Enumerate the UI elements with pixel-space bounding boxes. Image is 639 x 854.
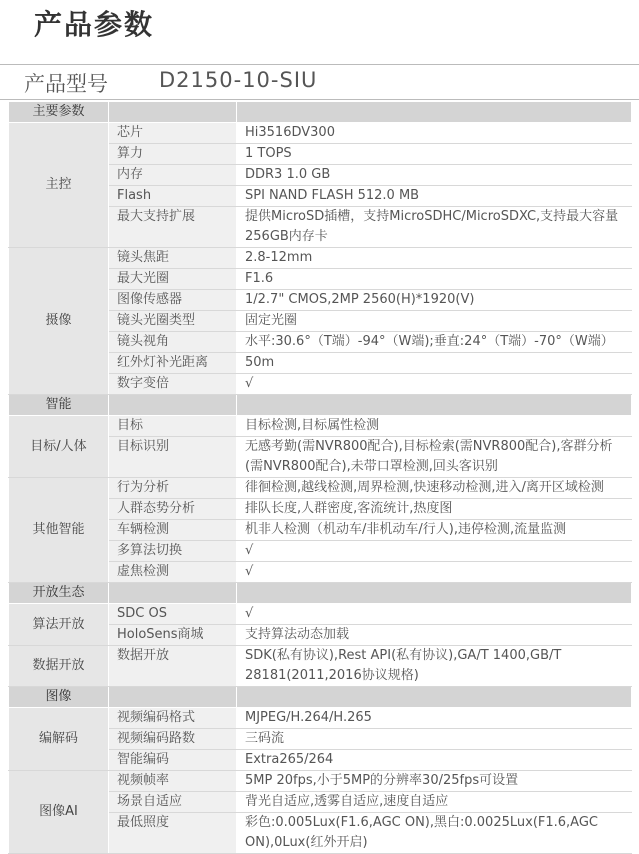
page-title: 产品参数 xyxy=(34,8,155,41)
divider-model xyxy=(0,99,639,100)
param-value: 目标检测,目标属性检测 xyxy=(237,416,632,437)
param-name: 最低照度 xyxy=(109,813,237,854)
section-spacer xyxy=(237,102,632,123)
param-value: √ xyxy=(237,562,632,583)
section-spacer xyxy=(237,687,632,708)
param-name: 视频编码格式 xyxy=(109,708,237,729)
param-name: 镜头焦距 xyxy=(109,248,237,269)
category-label: 编解码 xyxy=(9,708,109,771)
param-value: MJPEG/H.264/H.265 xyxy=(237,708,632,729)
spec-row xyxy=(9,478,632,499)
param-value: SPI NAND FLASH 512.0 MB xyxy=(237,186,632,207)
param-value: 5MP 20fps,小于5MP的分辨率30/25fps可设置 xyxy=(237,771,632,792)
param-name: 图像传感器 xyxy=(109,290,237,311)
param-name: 镜头光圈类型 xyxy=(109,311,237,332)
param-value: F1.6 xyxy=(237,269,632,290)
category-label: 图像AI xyxy=(9,771,109,854)
divider-top xyxy=(0,64,639,65)
param-value: 1/2.7" CMOS,2MP 2560(H)*1920(V) xyxy=(237,290,632,311)
section-spacer xyxy=(109,583,237,604)
param-value: 2.8-12mm xyxy=(237,248,632,269)
param-value: 水平:30.6°（T端）-94°（W端);垂直:24°（T端）-70°（W端） xyxy=(237,332,632,353)
section-title: 开放生态 xyxy=(9,583,109,604)
section-title: 图像 xyxy=(9,687,109,708)
param-name: 场景自适应 xyxy=(109,792,237,813)
param-name: 目标 xyxy=(109,416,237,437)
param-name: 车辆检测 xyxy=(109,520,237,541)
section-spacer xyxy=(237,395,632,416)
param-name: 镜头视角 xyxy=(109,332,237,353)
section-header-row xyxy=(9,687,632,708)
param-name: 最大光圈 xyxy=(109,269,237,290)
spec-row xyxy=(9,771,632,792)
section-header-row xyxy=(9,583,632,604)
category-label: 摄像 xyxy=(9,248,109,395)
section-spacer xyxy=(109,395,237,416)
param-name: Flash xyxy=(109,186,237,207)
section-header-row xyxy=(9,102,632,123)
param-value: 固定光圈 xyxy=(237,311,632,332)
section-header-row xyxy=(9,395,632,416)
spec-table-body xyxy=(9,102,632,854)
param-value: 1 TOPS xyxy=(237,144,632,165)
model-label: 产品型号 xyxy=(24,72,108,96)
param-value: √ xyxy=(237,541,632,562)
section-spacer xyxy=(237,583,632,604)
spec-row xyxy=(9,708,632,729)
param-name: 芯片 xyxy=(109,123,237,144)
param-value: 彩色:0.005Lux(F1.6,AGC ON),黑白:0.0025Lux(F1.6,AGC ON),0Lux(红外开启) xyxy=(237,813,632,854)
param-name: 最大支持扩展 xyxy=(109,207,237,248)
param-name: 数字变倍 xyxy=(109,374,237,395)
param-name: 智能编码 xyxy=(109,750,237,771)
section-spacer xyxy=(109,102,237,123)
spec-row xyxy=(9,248,632,269)
section-title: 主要参数 xyxy=(9,102,109,123)
param-name: 多算法切换 xyxy=(109,541,237,562)
param-name: 算力 xyxy=(109,144,237,165)
param-name: 红外灯补光距离 xyxy=(109,353,237,374)
model-value: D2150-10-SIU xyxy=(159,68,318,92)
param-value: Extra265/264 xyxy=(237,750,632,771)
param-value: Hi3516DV300 xyxy=(237,123,632,144)
param-value: 背光自适应,透雾自适应,速度自适应 xyxy=(237,792,632,813)
param-name: 行为分析 xyxy=(109,478,237,499)
model-row xyxy=(0,66,639,99)
param-name: 视频编码路数 xyxy=(109,729,237,750)
param-value: 提供MicroSD插槽，支持MicroSDHC/MicroSDXC,支持最大容量256GB内存卡 xyxy=(237,207,632,248)
spec-row xyxy=(9,123,632,144)
param-value: 徘徊检测,越线检测,周界检测,快速移动检测,进入/离开区域检测 xyxy=(237,478,632,499)
param-name: 视频帧率 xyxy=(109,771,237,792)
category-label: 其他智能 xyxy=(9,478,109,583)
param-value: √ xyxy=(237,604,632,625)
section-spacer xyxy=(109,687,237,708)
param-name: 内存 xyxy=(109,165,237,186)
param-name: 数据开放 xyxy=(109,646,237,687)
param-value: SDK(私有协议),Rest API(私有协议),GA/T 1400,GB/T 28181(2011,2016协议规格) xyxy=(237,646,632,687)
param-name: 人群态势分析 xyxy=(109,499,237,520)
param-name: 虚焦检测 xyxy=(109,562,237,583)
param-value: 机非人检测（机动车/非机动车/行人),违停检测,流量监测 xyxy=(237,520,632,541)
param-name: HoloSens商城 xyxy=(109,625,237,646)
category-label: 目标/人体 xyxy=(9,416,109,478)
param-value: 三码流 xyxy=(237,729,632,750)
param-value: DDR3 1.0 GB xyxy=(237,165,632,186)
param-name: 目标识别 xyxy=(109,437,237,478)
param-value: 排队长度,人群密度,客流统计,热度图 xyxy=(237,499,632,520)
spec-row xyxy=(9,646,632,687)
spec-table xyxy=(8,101,632,854)
section-title: 智能 xyxy=(9,395,109,416)
category-label: 算法开放 xyxy=(9,604,109,646)
param-value: 支持算法动态加载 xyxy=(237,625,632,646)
spec-row xyxy=(9,604,632,625)
param-value: 无感考勤(需NVR800配合),目标检索(需NVR800配合),客群分析(需NVR800配合),未带口罩检测,回头客识别 xyxy=(237,437,632,478)
category-label: 数据开放 xyxy=(9,646,109,687)
param-value: 50m xyxy=(237,353,632,374)
category-label: 主控 xyxy=(9,123,109,248)
spec-row xyxy=(9,416,632,437)
param-value: √ xyxy=(237,374,632,395)
param-name: SDC OS xyxy=(109,604,237,625)
